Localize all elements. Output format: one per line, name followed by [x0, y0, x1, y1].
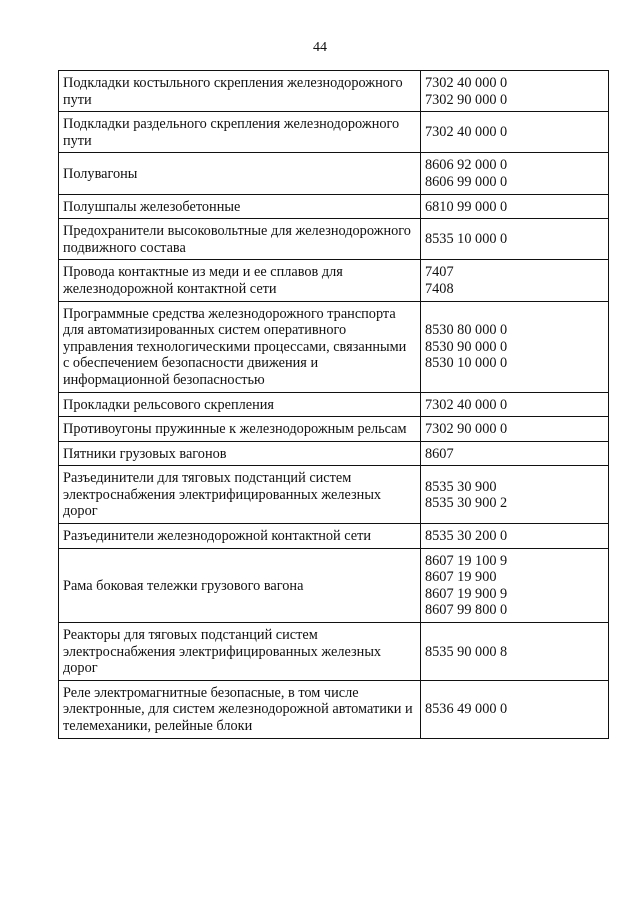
tnved-code: 8535 30 200 0: [425, 528, 508, 545]
tnved-code: 8530 90 000 0: [425, 338, 508, 355]
tnved-code-cell: [421, 680, 609, 738]
tnved-code-cell: [421, 441, 609, 466]
product-name-cell: Разъединители железнодорожной контактной сети: [59, 524, 421, 549]
tnved-code: 8606 92 000 0: [425, 157, 508, 174]
table-row: [59, 417, 609, 442]
tnved-code: 8536 49 000 0: [425, 701, 508, 718]
product-name-cell: Реле электромагнитные безопасные, в том числе электронные, для систем железнодорожной автоматики и телемеханики, релейные блоки: [59, 680, 421, 738]
tnved-code: 6810 99 000 0: [425, 198, 508, 215]
table-row: [59, 219, 609, 260]
product-name-cell: Предохранители высоковольтные для железнодорожного подвижного состава: [59, 219, 421, 260]
product-name-cell: Пятники грузовых вагонов: [59, 441, 421, 466]
table-row: [59, 680, 609, 738]
tnved-code: 8607: [425, 445, 454, 462]
tnved-code: 8530 10 000 0: [425, 355, 508, 372]
tnved-code: 7302 40 000 0: [425, 124, 508, 141]
tnved-code: 8535 10 000 0: [425, 231, 508, 248]
table-row: [59, 260, 609, 301]
table-row: [59, 466, 609, 524]
tnved-code-cell: [421, 548, 609, 622]
product-name-cell: Полувагоны: [59, 153, 421, 194]
tnved-code-cell: [421, 194, 609, 219]
product-name-cell: Реакторы для тяговых подстанций систем электроснабжения электрифицированных железных дорог: [59, 623, 421, 681]
tnved-code: 7302 90 000 0: [425, 421, 508, 438]
product-name-cell: Подкладки костыльного скрепления железнодорожного пути: [59, 71, 421, 112]
tnved-code: 8607 19 100 9: [425, 552, 508, 569]
tnved-code: 7302 40 000 0: [425, 396, 508, 413]
tnved-code: 8535 30 900: [425, 478, 497, 495]
table-row: [59, 194, 609, 219]
tnved-code-cell: [421, 417, 609, 442]
product-name-cell: Разъединители для тяговых подстанций систем электроснабжения электрифицированных железных дорог: [59, 466, 421, 524]
tnved-code: 8607 99 800 0: [425, 602, 508, 619]
tnved-code: 8607 19 900 9: [425, 585, 508, 602]
product-name-cell: Противоугоны пружинные к железнодорожным рельсам: [59, 417, 421, 442]
tnved-code: 8606 99 000 0: [425, 173, 508, 190]
tnved-code-cell: [421, 112, 609, 153]
tnved-code: 8607 19 900: [425, 569, 497, 586]
table-row: [59, 392, 609, 417]
product-name-cell: Провода контактные из меди и ее сплавов для железнодорожной контактной сети: [59, 260, 421, 301]
table-body: [59, 71, 609, 739]
table-row: [59, 71, 609, 112]
page-number: 44: [313, 40, 327, 55]
table-row: [59, 112, 609, 153]
table-row: [59, 153, 609, 194]
tnved-code-cell: [421, 301, 609, 392]
product-name-cell: Программные средства железнодорожного транспорта для автоматизированных систем оперативного управления технологическими процессами, связанными с обеспечением безопасности движения и информационной безопасностью: [59, 301, 421, 392]
tnved-code: 8535 30 900 2: [425, 495, 508, 512]
tnved-code: 7407: [425, 264, 454, 281]
tnved-code-cell: [421, 392, 609, 417]
tnved-code-cell: [421, 219, 609, 260]
tnved-code-cell: [421, 260, 609, 301]
table-row: [59, 441, 609, 466]
codes-table: [58, 70, 609, 739]
tnved-code-cell: [421, 623, 609, 681]
tnved-code: 7408: [425, 280, 454, 297]
tnved-code-cell: [421, 466, 609, 524]
product-name-cell: Подкладки раздельного скрепления железнодорожного пути: [59, 112, 421, 153]
table-row: [59, 301, 609, 392]
tnved-code-cell: [421, 71, 609, 112]
tnved-code: 7302 40 000 0: [425, 75, 508, 91]
product-name-cell: Полушпалы железобетонные: [59, 194, 421, 219]
table-row: [59, 623, 609, 681]
table-row: [59, 524, 609, 549]
table-row: [59, 548, 609, 622]
tnved-code: 7302 90 000 0: [425, 91, 508, 108]
tnved-code: 8530 80 000 0: [425, 322, 508, 339]
tnved-code: 8535 90 000 8: [425, 643, 508, 660]
product-name-cell: Рама боковая тележки грузового вагона: [59, 548, 421, 622]
tnved-code-cell: [421, 524, 609, 549]
tnved-code-cell: [421, 153, 609, 194]
product-name-cell: Прокладки рельсового скрепления: [59, 392, 421, 417]
